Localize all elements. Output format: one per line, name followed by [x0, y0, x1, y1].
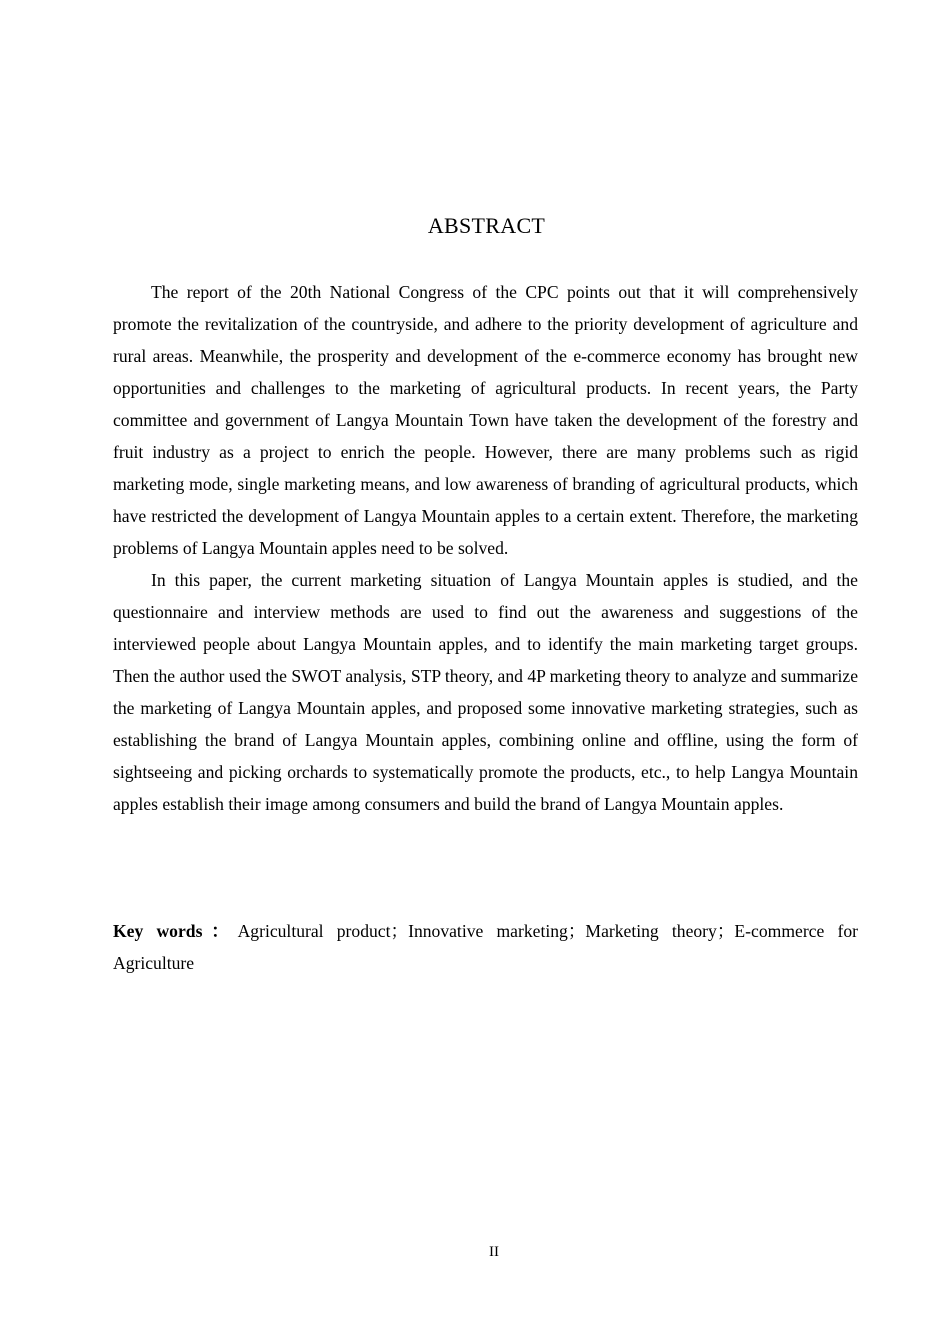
abstract-paragraph-2: In this paper, the current marketing situation of Langya Mountain apples is studied, and the questionnaire and interview methods are used to find out the awareness and suggestions of the interviewed people about Langya Mountain apples, and to identify the main marketing target groups. Then the author used the SWOT analysis, STP theory, and 4P marketing theory to analyze and summarize the marketing of Langya Mountain apples, and proposed some innovative marketing strategies, such as establishing the brand of Langya Mountain apples, combining online and offline, using the form of sightseeing and picking orchards to systematically promote the products, etc., to help Langya Mountain apples establish their image among consumers and build the brand of Langya Mountain apples.	[113, 570, 858, 814]
abstract-heading: ABSTRACT	[427, 213, 546, 238]
keywords-list: Agricultural product；Innovative marketing；Marketing theory；E-commerce for Agriculture	[113, 921, 858, 973]
page-number: II	[489, 1244, 499, 1260]
abstract-paragraph-1: The report of the 20th National Congress of the CPC points out that it will comprehensively promote the revitalization of the countryside, and adhere to the priority development of agriculture and rural areas. Meanwhile, the prosperity and development of the e-commerce economy has brought new opportunities and challenges to the marketing of agricultural products. In recent years, the Party committee and government of Langya Mountain Town have taken the development of the forestry and fruit industry as a project to enrich the people. However, there are many problems such as rigid marketing mode, single marketing means, and low awareness of branding of agricultural products, which have restricted the development of Langya Mountain apples to a certain extent. Therefore, the marketing problems of Langya Mountain apples need to be solved.	[113, 282, 858, 558]
keywords-line	[113, 915, 858, 979]
abstract-body	[113, 276, 858, 820]
keywords-label: Key words：	[113, 921, 238, 941]
